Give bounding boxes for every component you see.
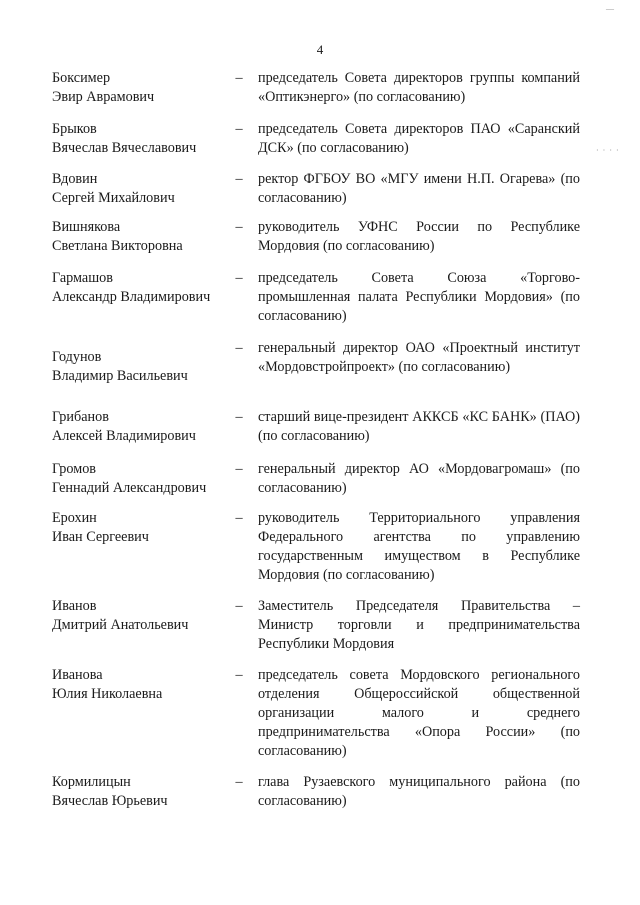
scan-noise: — [606,4,615,13]
member-position: генеральный директор АО «Мордовагромаш» (по согласованию) [258,461,580,496]
member-surname: Гармашов [52,270,113,286]
member-surname: Брыков [52,121,97,137]
member-position: старший вице-президент АККСБ «КС БАНК» (ПАО) (по согласованию) [258,409,580,444]
member-given-names: Александр Владимирович [52,289,211,305]
dash-separator: – [235,121,243,137]
member-surname: Иванова [52,667,103,683]
member-position: председатель совета Мордовского регионального отделения Общероссийской общественной организации малого и среднего предпринимательства «Опора России» (по согласованию) [258,667,580,759]
member-name [52,773,232,811]
member-position: ректор ФГБОУ ВО «МГУ имени Н.П. Огарева» (по согласованию) [258,171,580,206]
dash-separator: – [235,270,243,286]
member-given-names: Алексей Владимирович [52,428,196,444]
member-name [52,408,232,446]
member-position: генеральный директор ОАО «Проектный институт «Мордовстройпроект» (по согласованию) [258,340,580,375]
dash-separator: – [235,409,243,425]
member-surname: Громов [52,461,96,477]
member-surname: Ерохин [52,510,97,526]
member-position: Заместитель Председателя Правительства – Министр торговли и предпринимательства Республики Мордовия [258,598,580,652]
member-name [52,120,232,158]
member-name [52,218,232,256]
member-given-names: Сергей Михайлович [52,190,175,206]
member-surname: Годунов [52,349,102,365]
member-name [52,597,232,635]
member-name [52,348,232,386]
dash-separator: – [235,219,243,235]
member-given-names: Светлана Викторовна [52,238,183,254]
member-surname: Грибанов [52,409,109,425]
dash-separator: – [235,461,243,477]
member-position: глава Рузаевского муниципального района (по согласованию) [258,774,580,809]
member-name [52,509,232,547]
member-given-names: Юлия Николаевна [52,686,163,702]
dash-separator: – [235,510,243,526]
member-given-names: Вячеслав Вячеславович [52,140,197,156]
member-surname: Иванов [52,598,97,614]
page-number: 4 [316,42,324,57]
member-position: руководитель УФНС России по Республике Мордовия (по согласованию) [258,219,580,254]
dash-separator: – [235,667,243,683]
member-given-names: Вячеслав Юрьевич [52,793,168,809]
member-surname: Вдовин [52,171,98,187]
member-given-names: Геннадий Александрович [52,480,207,496]
dash-separator: – [235,70,243,86]
member-given-names: Дмитрий Анатольевич [52,617,189,633]
member-position: председатель Совета директоров ПАО «Саранский ДСК» (по согласованию) [258,121,580,156]
member-position: председатель Совета директоров группы компаний «Оптикэнерго» (по согласованию) [258,70,580,105]
dash-separator: – [235,774,243,790]
member-given-names: Владимир Васильевич [52,368,188,384]
member-given-names: Иван Сергеевич [52,529,149,545]
member-name [52,170,232,208]
member-name [52,69,232,107]
member-position: руководитель Территориального управления Федерального агентства по управлению государственным имуществом в Республике Мордовия (по согласованию) [258,510,580,583]
member-position: председатель Совета Союза «Торгово-промышленная палата Республики Мордовия» (по согласованию) [258,270,580,324]
member-name [52,460,232,498]
member-surname: Боксимер [52,70,111,86]
member-given-names: Эвир Аврамович [52,89,155,105]
dash-separator: – [235,171,243,187]
scan-noise: · · · · [596,146,620,155]
dash-separator: – [235,340,243,356]
member-surname: Кормилицын [52,774,131,790]
member-surname: Вишнякова [52,219,121,235]
dash-separator: – [235,598,243,614]
member-name [52,666,232,704]
member-name [52,269,232,307]
